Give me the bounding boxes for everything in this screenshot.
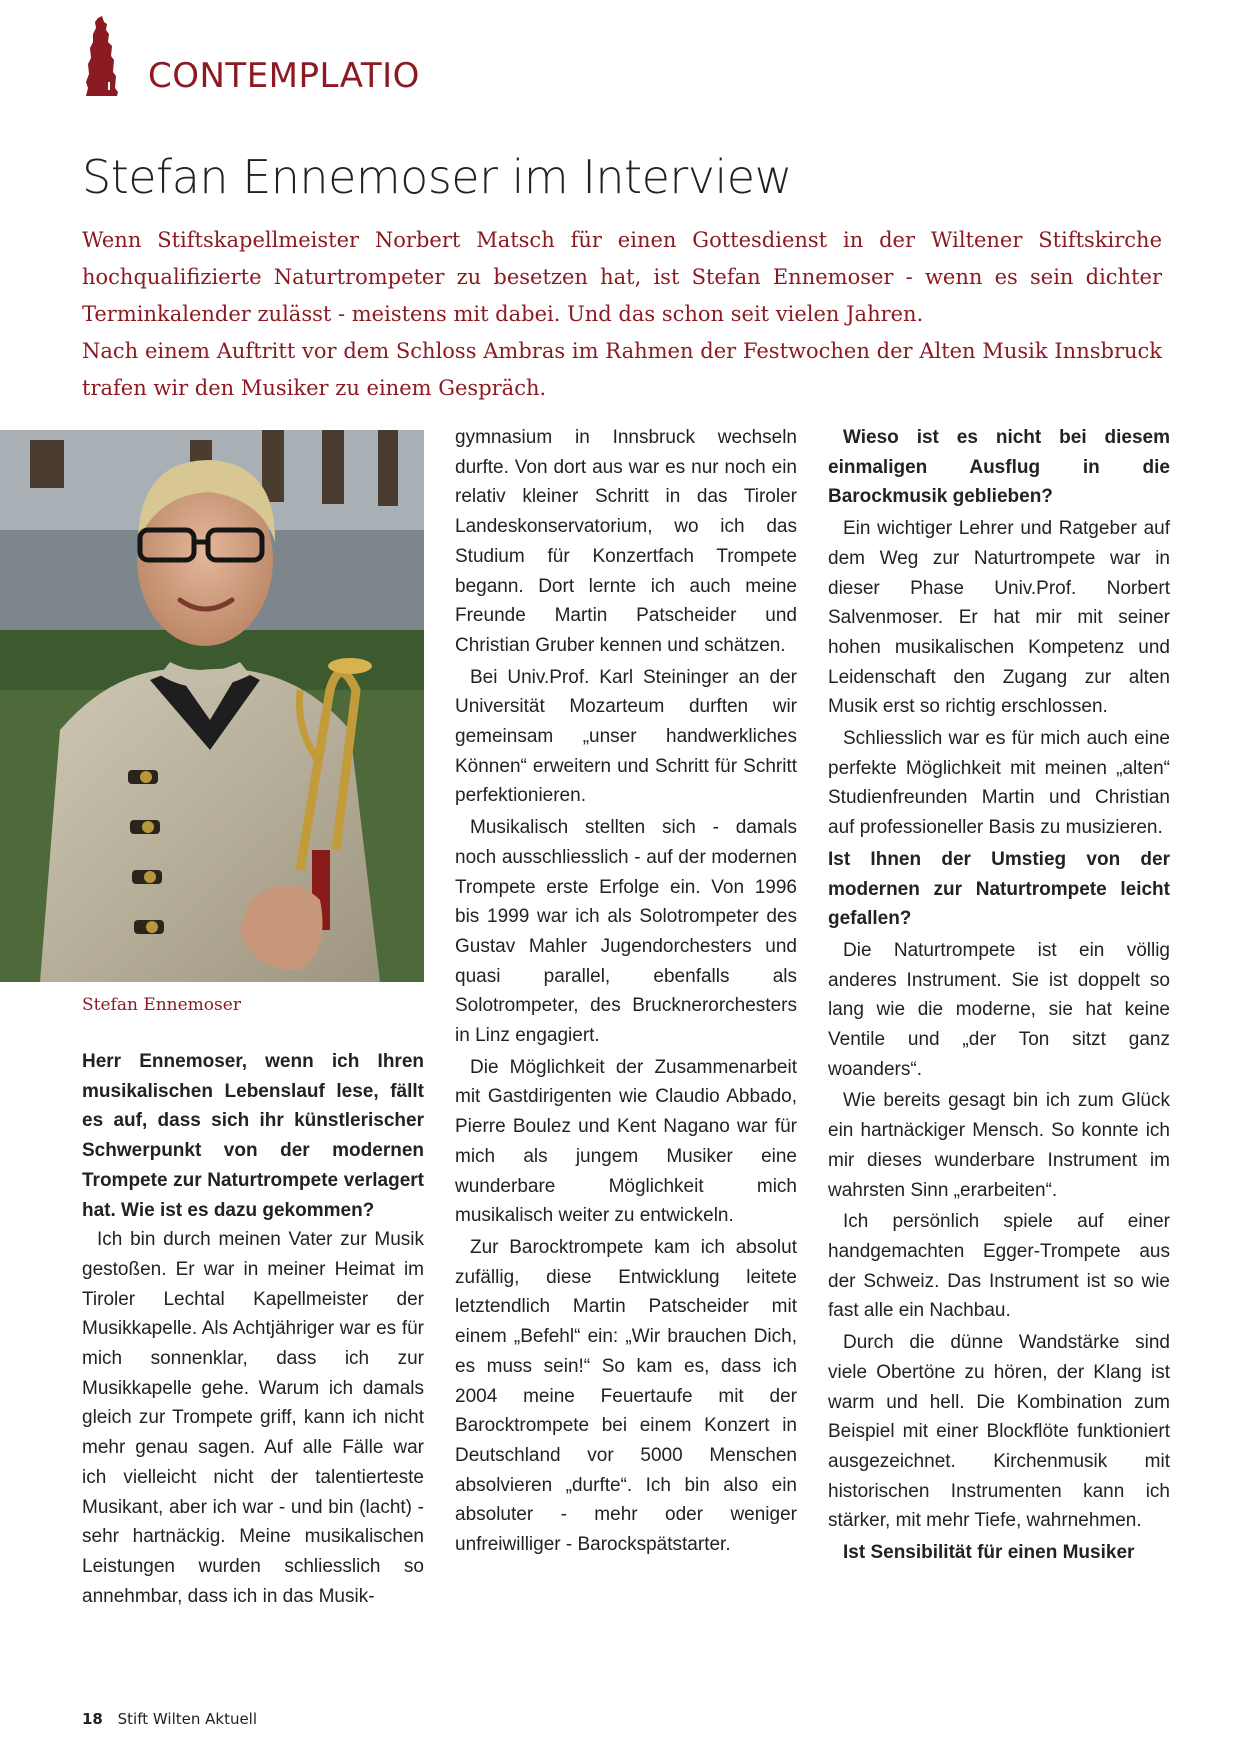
answer-paragraph: Wie bereits gesagt bin ich zum Glück ein hartnäckiger Mensch. So konnte ich mir dieses wunderbare Instrument im wahrsten Sinn „erarbeiten“. <box>828 1090 1170 1201</box>
answer-paragraph: Ein wichtiger Lehrer und Ratgeber auf dem Weg zur Naturtrompete war in dieser Phase Univ.Prof. Norbert Salvenmoser. Er hat mir mit seiner hohen musikalischen Kompetenz und Leidenschaft den Zugang zur alten Musik erst so richtig erschlossen. <box>828 518 1170 718</box>
page-number: 18 <box>82 1710 103 1728</box>
text-column-2 <box>455 423 797 1560</box>
interview-question: Ist Ihnen der Umstieg von der modernen zur Naturtrompete leicht gefallen? <box>828 848 1170 930</box>
answer-paragraph: Bei Univ.Prof. Karl Steininger an der Universität Mozarteum durften wir gemeinsam „unser handwerkliches Können“ erweitern und Schritt für Schritt perfektionieren. <box>455 666 797 807</box>
answer-paragraph: Durch die dünne Wandstärke sind viele Obertöne zu hören, der Klang ist warm und hell. Die Kombination zum Beispiel mit einer Blockflöte funktioniert ausgezeichnet. Kirchenmusik mit historischen Instrumenten kann ich stärker, mit mehr Tiefe, wahrnehmen. <box>828 1332 1170 1532</box>
answer-paragraph: Ich persönlich spiele auf einer handgemachten Egger-Trompete aus der Schweiz. Das Instrument ist so wie fast alle ein Nachbau. <box>828 1211 1170 1322</box>
answer-paragraph: Die Naturtrompete ist ein völlig anderes Instrument. Sie ist doppelt so lang wie die moderne, sie hat keine Ventile und „der Ton sitzt ganz woanders“. <box>828 939 1170 1080</box>
answer-paragraph: Ich bin durch meinen Vater zur Musik gestoßen. Er war in meiner Heimat im Tiroler Lechtal Kapellmeister der Musikkapelle. Als Achtjähriger war es für mich sonnenklar, dass ich zur Musikkapelle gehe. Warum ich damals gleich zur Trompete griff, kann ich nicht mehr genau sagen. Auf alle Fälle war ich vielleicht nicht der talentierteste Musikant, aber ich war - und bin (lacht) - sehr hartnäckig. Meine musikalischen Leistungen wurden schliesslich so annehmbar, dass ich in das Musik- <box>82 1229 424 1607</box>
article-title: Stefan Ennemoser im Interview <box>82 150 792 204</box>
interview-question: Ist Sensibilität für einen Musiker <box>843 1542 1135 1564</box>
interview-question: Wieso ist es nicht bei diesem einmaligen Ausflug in die Barockmusik geblieben? <box>828 427 1170 508</box>
answer-paragraph: Die Möglichkeit der Zusammenarbeit mit Gastdirigenten wie Claudio Abbado, Pierre Boulez und Kent Nagano war für mich als jungem Musiker eine wunderbare Möglichkeit mich musikalisch weiter zu entwickeln. <box>455 1056 797 1227</box>
publication-name: Stift Wilten Aktuell <box>117 1710 258 1728</box>
article-intro <box>82 222 1162 407</box>
page-footer <box>82 1710 257 1728</box>
answer-paragraph: gymnasium in Innsbruck wechseln durfte. Von dort aus war es nur noch ein relativ kleiner Schritt in das Tiroler Landeskonservatorium, wo ich das Studium für Konzertfach Trompete begann. Dort lernte ich auch meine Freunde Martin Patscheider und Christian Gruber kennen und schätzen. <box>455 427 797 656</box>
answer-paragraph: Schliesslich war es für mich auch eine perfekte Möglichkeit mit meinen „alten“ Studienfreunden Martin und Christian auf professioneller Basis zu musizieren. <box>828 728 1170 839</box>
photo-caption: Stefan Ennemoser <box>82 995 241 1015</box>
section-title: CONTEMPLATIO <box>148 56 420 96</box>
text-column-1 <box>82 1047 424 1611</box>
interview-question: Herr Ennemoser, wenn ich Ihren musikalischen Lebenslauf lese, fällt es auf, dass sich ihr künstlerischer Schwerpunkt von der modernen Trompete zur Naturtrompete verlagert hat. Wie ist es dazu gekommen? <box>82 1051 424 1221</box>
church-tower-logo-icon <box>80 16 124 96</box>
portrait-photo <box>0 430 424 982</box>
intro-paragraph: Nach einem Auftritt vor dem Schloss Ambras im Rahmen der Festwochen der Alten Musik Innsbruck trafen wir den Musiker zu einem Gespräch. <box>82 339 1162 400</box>
answer-paragraph: Musikalisch stellten sich - damals noch ausschliesslich - auf der modernen Trompete erste Erfolge ein. Von 1996 bis 1999 war ich als Solotrompeter des Gustav Mahler Jugendorchesters und quasi parallel, ebenfalls als Solotrompeter, des Brucknerorchesters in Linz engagiert. <box>455 817 797 1047</box>
intro-paragraph: Wenn Stiftskapellmeister Norbert Matsch für einen Gottesdienst in der Wiltener Stiftskirche hochqualifizierte Naturtrompeter zu besetzen hat, ist Stefan Ennemoser - wenn es sein dichter Terminkalender zulässt - meistens mit dabei. Und das schon seit vielen Jahren. <box>82 228 1162 326</box>
answer-paragraph: Zur Barocktrompete kam ich absolut zufällig, diese Entwicklung leitete letztendlich Martin Patscheider mit einem „Befehl“ ein: „Wir brauchen Dich, es muss sein!“ So kam es, dass ich 2004 meine Feuertaufe mit der Barocktrompete bei einem Konzert in Deutschland vor 5000 Menschen absolvieren „durfte“. Ich bin also ein absoluter - mehr oder weniger unfreiwilliger - Barockspätstarter. <box>455 1236 797 1556</box>
text-column-3 <box>828 423 1170 1568</box>
